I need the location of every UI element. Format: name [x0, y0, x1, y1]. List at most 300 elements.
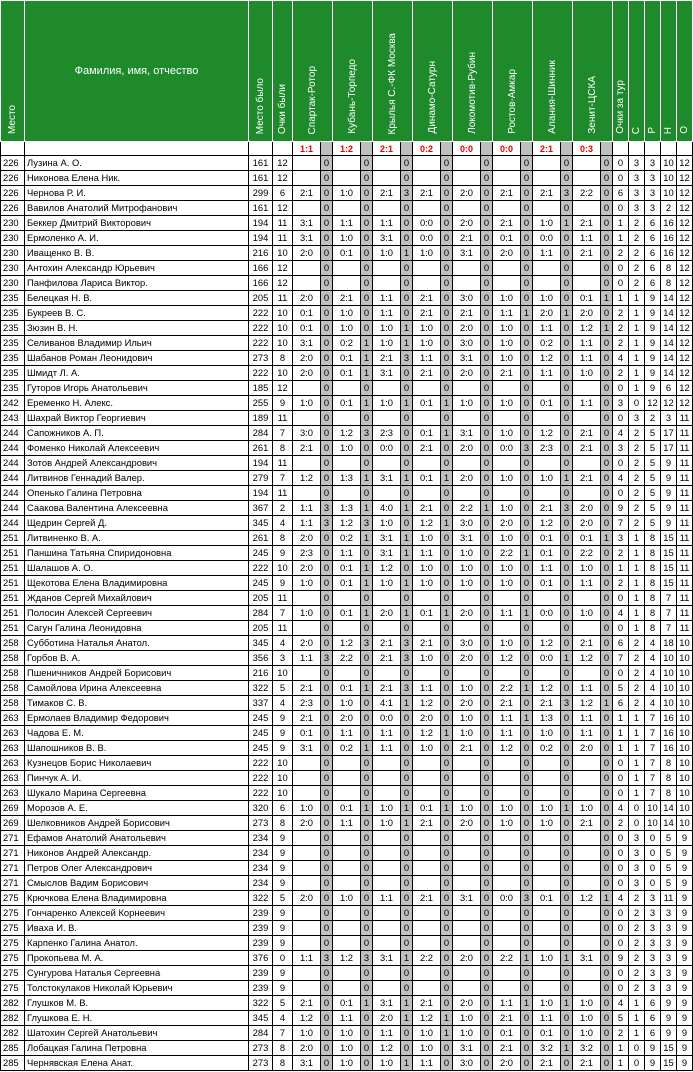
- table-row: [1, 1041, 693, 1056]
- cell-forecast-points: 1: [561, 996, 573, 1011]
- cell-forecast-points: 0: [601, 801, 613, 816]
- cell-forecast-points: 0: [601, 621, 613, 636]
- cell-r: 10: [645, 801, 661, 816]
- cell-forecast-points: 0: [361, 696, 373, 711]
- cell-s: 1: [629, 531, 645, 546]
- cell-forecast: [293, 831, 321, 846]
- cell-tour-points: 0: [613, 171, 629, 186]
- cell-forecast-points: 3: [361, 426, 373, 441]
- cell-r: 7: [645, 771, 661, 786]
- cell-forecast-points: 0: [561, 576, 573, 591]
- cell-forecast: [573, 981, 601, 996]
- cell-s: 3: [629, 831, 645, 846]
- cell-forecast: [413, 411, 441, 426]
- cell-forecast: 1:0: [533, 216, 561, 231]
- cell-r: 3: [645, 936, 661, 951]
- cell-n: 5: [661, 831, 677, 846]
- cell-forecast-points: 0: [481, 261, 493, 276]
- cell-forecast-points: 0: [561, 156, 573, 171]
- cell-forecast-points: 0: [601, 501, 613, 516]
- cell-place: 275: [1, 981, 25, 996]
- cell-forecast: [413, 906, 441, 921]
- cell-o: 12: [677, 351, 693, 366]
- cell-forecast-points: 0: [401, 306, 413, 321]
- cell-forecast-points: 3: [401, 651, 413, 666]
- cell-n: 7: [661, 606, 677, 621]
- cell-forecast: [533, 966, 561, 981]
- cell-forecast: 2:2: [493, 546, 521, 561]
- cell-s: 2: [629, 486, 645, 501]
- cell-forecast: 3:1: [373, 546, 401, 561]
- cell-n: 16: [661, 726, 677, 741]
- cell-forecast: 0:0: [373, 441, 401, 456]
- cell-name: Литвиненко В. А.: [25, 531, 249, 546]
- cell-forecast-points: 0: [361, 186, 373, 201]
- cell-s: 2: [629, 681, 645, 696]
- cell-place-was: 239: [249, 966, 273, 981]
- cell-o: 10: [677, 696, 693, 711]
- cell-forecast: [453, 486, 481, 501]
- cell-forecast: 1:2: [333, 951, 361, 966]
- cell-forecast-points: 0: [601, 576, 613, 591]
- cell-forecast-points: 0: [521, 516, 533, 531]
- cell-name: Сунгурова Наталья Сергеевна: [25, 966, 249, 981]
- cell-forecast: [573, 456, 601, 471]
- cell-forecast: 1:2: [533, 351, 561, 366]
- cell-points-were: 7: [273, 606, 293, 621]
- cell-place-was: 261: [249, 531, 273, 546]
- cell-r: 5: [645, 501, 661, 516]
- cell-tour-points: 1: [613, 216, 629, 231]
- cell-points-were: 11: [273, 456, 293, 471]
- cell-forecast-points: 0: [521, 291, 533, 306]
- cell-forecast-points: 0: [481, 621, 493, 636]
- cell-points-were: 10: [273, 321, 293, 336]
- cell-tour-points: 4: [613, 801, 629, 816]
- cell-s: 2: [629, 981, 645, 996]
- cell-forecast-points: 0: [481, 291, 493, 306]
- cell-forecast-points: 0: [561, 411, 573, 426]
- cell-s: 2: [629, 516, 645, 531]
- cell-forecast-points: 0: [601, 1056, 613, 1071]
- cell-forecast-points: 0: [601, 336, 613, 351]
- cell-forecast-points: 0: [401, 516, 413, 531]
- cell-forecast: 1:0: [413, 576, 441, 591]
- cell-points-were: 10: [273, 336, 293, 351]
- cell-place: 282: [1, 1026, 25, 1041]
- cell-forecast: [373, 486, 401, 501]
- cell-forecast: [373, 966, 401, 981]
- cell-forecast-points: 0: [481, 351, 493, 366]
- cell-place-was: 222: [249, 771, 273, 786]
- cell-forecast-points: 0: [521, 471, 533, 486]
- table-row: [1, 666, 693, 681]
- cell-forecast-points: 0: [321, 396, 333, 411]
- cell-forecast: [573, 846, 601, 861]
- cell-forecast-points: 0: [321, 531, 333, 546]
- cell-forecast: 2:0: [453, 471, 481, 486]
- cell-tour-points: 1: [613, 291, 629, 306]
- col-match-6: Ростов-Амкар: [493, 1, 533, 142]
- cell-forecast-points: 0: [441, 921, 453, 936]
- cell-forecast-points: 0: [361, 411, 373, 426]
- cell-forecast-points: 0: [401, 381, 413, 396]
- cell-forecast-points: 0: [561, 816, 573, 831]
- cell-forecast-points: 0: [561, 831, 573, 846]
- cell-r: 4: [645, 681, 661, 696]
- cell-place: 258: [1, 636, 25, 651]
- cell-forecast-points: 1: [401, 1056, 413, 1071]
- cell-forecast: [493, 276, 521, 291]
- cell-forecast: [333, 906, 361, 921]
- cell-forecast: 1:1: [333, 546, 361, 561]
- cell-forecast-points: 0: [481, 186, 493, 201]
- cell-forecast-points: 0: [321, 366, 333, 381]
- cell-place-was: 166: [249, 261, 273, 276]
- cell-forecast: [493, 921, 521, 936]
- cell-forecast: 1:0: [533, 816, 561, 831]
- cell-forecast: 2:0: [453, 606, 481, 621]
- cell-forecast-points: 0: [521, 591, 533, 606]
- cell-place: 230: [1, 231, 25, 246]
- cell-forecast: 0:1: [533, 1026, 561, 1041]
- cell-tour-points: 1: [613, 231, 629, 246]
- table-row: [1, 801, 693, 816]
- cell-forecast-points: 0: [321, 771, 333, 786]
- cell-tour-points: 0: [613, 156, 629, 171]
- cell-forecast: 1:0: [493, 321, 521, 336]
- table-row: [1, 606, 693, 621]
- table-row: [1, 786, 693, 801]
- cell-forecast-points: 0: [521, 531, 533, 546]
- cell-forecast-points: 0: [601, 831, 613, 846]
- cell-forecast-points: 3: [401, 351, 413, 366]
- cell-r: 3: [645, 981, 661, 996]
- cell-forecast: [573, 201, 601, 216]
- cell-name: Селиванов Владимир Ильич: [25, 336, 249, 351]
- cell-forecast-points: 0: [401, 906, 413, 921]
- cell-forecast-points: 0: [361, 861, 373, 876]
- cell-forecast: 1:0: [333, 231, 361, 246]
- cell-forecast: 1:1: [573, 726, 601, 741]
- cell-forecast: 3:1: [293, 336, 321, 351]
- cell-forecast: [573, 591, 601, 606]
- cell-n: 6: [661, 381, 677, 396]
- cell-forecast: 0:0: [413, 216, 441, 231]
- cell-forecast-points: 0: [441, 486, 453, 501]
- cell-r: 7: [645, 711, 661, 726]
- cell-s: 1: [629, 711, 645, 726]
- cell-n: 3: [661, 951, 677, 966]
- table-row: [1, 516, 693, 531]
- cell-forecast-points: 1: [401, 696, 413, 711]
- cell-points-were: 7: [273, 1026, 293, 1041]
- cell-forecast: [493, 666, 521, 681]
- cell-forecast-points: 0: [441, 201, 453, 216]
- table-row: [1, 981, 693, 996]
- cell-s: 1: [629, 741, 645, 756]
- cell-forecast-points: 3: [321, 951, 333, 966]
- cell-forecast: 2:2: [333, 651, 361, 666]
- cell-forecast: 1:2: [413, 696, 441, 711]
- cell-forecast: 2:0: [373, 1011, 401, 1026]
- cell-name: Букреев В. С.: [25, 306, 249, 321]
- cell-r: 3: [645, 186, 661, 201]
- cell-tour-points: 3: [613, 396, 629, 411]
- cell-s: 3: [629, 201, 645, 216]
- cell-forecast-points: 0: [321, 981, 333, 996]
- col-match-8: Зенит-ЦСКА: [573, 1, 613, 142]
- cell-tour-points: 6: [613, 636, 629, 651]
- cell-place: 251: [1, 621, 25, 636]
- cell-forecast: 1:0: [453, 1011, 481, 1026]
- cell-r: 8: [645, 561, 661, 576]
- cell-points-were: 9: [273, 936, 293, 951]
- table-row: [1, 501, 693, 516]
- cell-forecast-points: 0: [521, 1026, 533, 1041]
- cell-points-were: 11: [273, 231, 293, 246]
- cell-o: 11: [677, 606, 693, 621]
- cell-place: 282: [1, 1011, 25, 1026]
- cell-name: Прокопьева М. А.: [25, 951, 249, 966]
- cell-forecast-points: 0: [321, 861, 333, 876]
- cell-n: 8: [661, 261, 677, 276]
- cell-place-was: 166: [249, 276, 273, 291]
- cell-forecast: [453, 621, 481, 636]
- cell-forecast: 1:2: [573, 891, 601, 906]
- cell-forecast: 2:1: [413, 891, 441, 906]
- cell-r: 6: [645, 216, 661, 231]
- cell-forecast: 1:0: [453, 396, 481, 411]
- cell-forecast: 1:1: [373, 741, 401, 756]
- cell-forecast: 0:1: [533, 546, 561, 561]
- cell-forecast-points: 0: [321, 621, 333, 636]
- cell-forecast: 3:1: [453, 1041, 481, 1056]
- cell-forecast-points: 0: [441, 651, 453, 666]
- cell-forecast-points: 1: [561, 1041, 573, 1056]
- cell-s: 1: [629, 591, 645, 606]
- cell-forecast-points: 0: [441, 891, 453, 906]
- cell-forecast: 1:1: [373, 726, 401, 741]
- cell-s: 2: [629, 666, 645, 681]
- cell-forecast: 1:2: [533, 636, 561, 651]
- cell-forecast-points: 0: [561, 936, 573, 951]
- table-row: [1, 621, 693, 636]
- cell-o: 9: [677, 861, 693, 876]
- table-row: [1, 381, 693, 396]
- cell-name: Чернова Р. И.: [25, 186, 249, 201]
- cell-name: Смыслов Вадим Борисович: [25, 876, 249, 891]
- cell-forecast-points: 0: [321, 726, 333, 741]
- cell-forecast: 1:2: [293, 471, 321, 486]
- cell-forecast: [373, 861, 401, 876]
- cell-forecast-points: 1: [601, 291, 613, 306]
- cell-forecast: 1:0: [573, 561, 601, 576]
- cell-name: Кузнецов Борис Николаевич: [25, 756, 249, 771]
- cell-r: 3: [645, 966, 661, 981]
- cell-place-was: 234: [249, 846, 273, 861]
- cell-forecast-points: 0: [561, 456, 573, 471]
- cell-place: 235: [1, 306, 25, 321]
- cell-forecast: [333, 936, 361, 951]
- cell-forecast-points: 0: [441, 171, 453, 186]
- cell-s: 0: [629, 396, 645, 411]
- cell-s: 1: [629, 336, 645, 351]
- cell-forecast-points: 0: [401, 261, 413, 276]
- cell-forecast-points: 0: [521, 636, 533, 651]
- cell-n: 3: [661, 966, 677, 981]
- cell-forecast: [413, 171, 441, 186]
- cell-forecast-points: 0: [601, 441, 613, 456]
- cell-forecast-points: 0: [601, 816, 613, 831]
- cell-forecast-points: 0: [521, 876, 533, 891]
- cell-name: Петров Олег Александрович: [25, 861, 249, 876]
- cell-forecast: [373, 906, 401, 921]
- cell-forecast: 0:1: [333, 801, 361, 816]
- cell-forecast-points: 0: [481, 666, 493, 681]
- cell-forecast: [373, 846, 401, 861]
- cell-forecast: [373, 981, 401, 996]
- cell-r: 8: [645, 591, 661, 606]
- cell-forecast-points: 0: [321, 591, 333, 606]
- cell-forecast-points: 0: [361, 891, 373, 906]
- cell-forecast: [413, 771, 441, 786]
- result-7: 2:1: [533, 142, 561, 156]
- cell-forecast-points: 0: [441, 621, 453, 636]
- cell-name: Тимаков С. В.: [25, 696, 249, 711]
- cell-name: Шукало Марина Сергеевна: [25, 786, 249, 801]
- cell-s: 1: [629, 381, 645, 396]
- cell-forecast-points: 0: [561, 1056, 573, 1071]
- cell-forecast: [293, 381, 321, 396]
- cell-place-was: 205: [249, 291, 273, 306]
- cell-forecast-points: 1: [401, 336, 413, 351]
- cell-forecast: 1:0: [413, 741, 441, 756]
- cell-forecast-points: 1: [401, 501, 413, 516]
- cell-forecast-points: 0: [561, 846, 573, 861]
- cell-r: 6: [645, 276, 661, 291]
- cell-name: Антохин Александр Юрьевич: [25, 261, 249, 276]
- cell-place: 275: [1, 921, 25, 936]
- cell-forecast: [413, 936, 441, 951]
- cell-name: Панфилова Лариса Виктор.: [25, 276, 249, 291]
- cell-forecast: [373, 591, 401, 606]
- cell-forecast: [453, 381, 481, 396]
- cell-forecast: 2:3: [373, 426, 401, 441]
- cell-forecast-points: 0: [601, 426, 613, 441]
- cell-forecast-points: 0: [481, 1056, 493, 1071]
- cell-o: 9: [677, 951, 693, 966]
- cell-forecast-points: 0: [361, 756, 373, 771]
- cell-forecast-points: 0: [481, 741, 493, 756]
- cell-forecast: 0:1: [293, 306, 321, 321]
- cell-s: 2: [629, 651, 645, 666]
- cell-forecast: [573, 381, 601, 396]
- cell-r: 6: [645, 261, 661, 276]
- cell-forecast: 2:1: [453, 741, 481, 756]
- cell-points-were: 8: [273, 441, 293, 456]
- cell-forecast-points: 0: [401, 966, 413, 981]
- cell-forecast-points: 0: [481, 486, 493, 501]
- cell-points-were: 11: [273, 216, 293, 231]
- cell-tour-points: 0: [613, 201, 629, 216]
- cell-place-was: 337: [249, 696, 273, 711]
- cell-forecast: [493, 201, 521, 216]
- cell-n: 9: [661, 456, 677, 471]
- cell-forecast: 1:0: [333, 696, 361, 711]
- cell-forecast: [333, 381, 361, 396]
- cell-forecast-points: 0: [601, 561, 613, 576]
- cell-o: 9: [677, 981, 693, 996]
- cell-forecast: [373, 771, 401, 786]
- cell-s: 1: [629, 756, 645, 771]
- cell-forecast: 2:1: [453, 306, 481, 321]
- cell-forecast-points: 0: [361, 486, 373, 501]
- cell-forecast-points: 0: [321, 966, 333, 981]
- cell-forecast: [373, 666, 401, 681]
- cell-points-were: 10: [273, 561, 293, 576]
- cell-n: 15: [661, 576, 677, 591]
- cell-n: 16: [661, 741, 677, 756]
- cell-forecast: 1:1: [493, 711, 521, 726]
- cell-forecast-points: 0: [361, 1026, 373, 1041]
- cell-forecast: [573, 921, 601, 936]
- cell-forecast-points: 0: [401, 831, 413, 846]
- cell-forecast-points: 0: [321, 741, 333, 756]
- cell-forecast: 1:0: [373, 576, 401, 591]
- cell-forecast-points: 0: [401, 666, 413, 681]
- table-row: [1, 726, 693, 741]
- cell-place-was: 345: [249, 636, 273, 651]
- cell-place: 226: [1, 156, 25, 171]
- cell-s: 2: [629, 276, 645, 291]
- cell-forecast-points: 0: [321, 876, 333, 891]
- cell-place-was: 322: [249, 996, 273, 1011]
- cell-forecast-points: 0: [401, 861, 413, 876]
- col-o: О: [677, 1, 693, 142]
- cell-place: 263: [1, 756, 25, 771]
- cell-forecast: [493, 966, 521, 981]
- cell-forecast-points: 0: [441, 546, 453, 561]
- cell-forecast-points: 0: [441, 786, 453, 801]
- cell-forecast-points: 0: [481, 231, 493, 246]
- cell-forecast: 1:0: [493, 291, 521, 306]
- cell-s: 1: [629, 576, 645, 591]
- cell-r: 9: [645, 306, 661, 321]
- cell-n: 3: [661, 981, 677, 996]
- cell-tour-points: 1: [613, 1056, 629, 1071]
- cell-forecast: [413, 921, 441, 936]
- cell-forecast-points: 0: [481, 306, 493, 321]
- cell-forecast-points: 0: [441, 966, 453, 981]
- table-row: [1, 771, 693, 786]
- cell-forecast-points: 0: [321, 306, 333, 321]
- cell-forecast-points: 0: [361, 261, 373, 276]
- cell-forecast: 2:0: [413, 711, 441, 726]
- cell-forecast-points: 1: [521, 996, 533, 1011]
- cell-n: 17: [661, 441, 677, 456]
- cell-n: 10: [661, 186, 677, 201]
- cell-points-were: 2: [273, 501, 293, 516]
- cell-forecast: [453, 771, 481, 786]
- cell-forecast-points: 0: [401, 741, 413, 756]
- cell-forecast: 3:0: [453, 1056, 481, 1071]
- cell-forecast-points: 0: [401, 876, 413, 891]
- cell-r: 7: [645, 786, 661, 801]
- cell-o: 9: [677, 1056, 693, 1071]
- cell-forecast-points: 0: [561, 891, 573, 906]
- cell-forecast: 1:0: [373, 1056, 401, 1071]
